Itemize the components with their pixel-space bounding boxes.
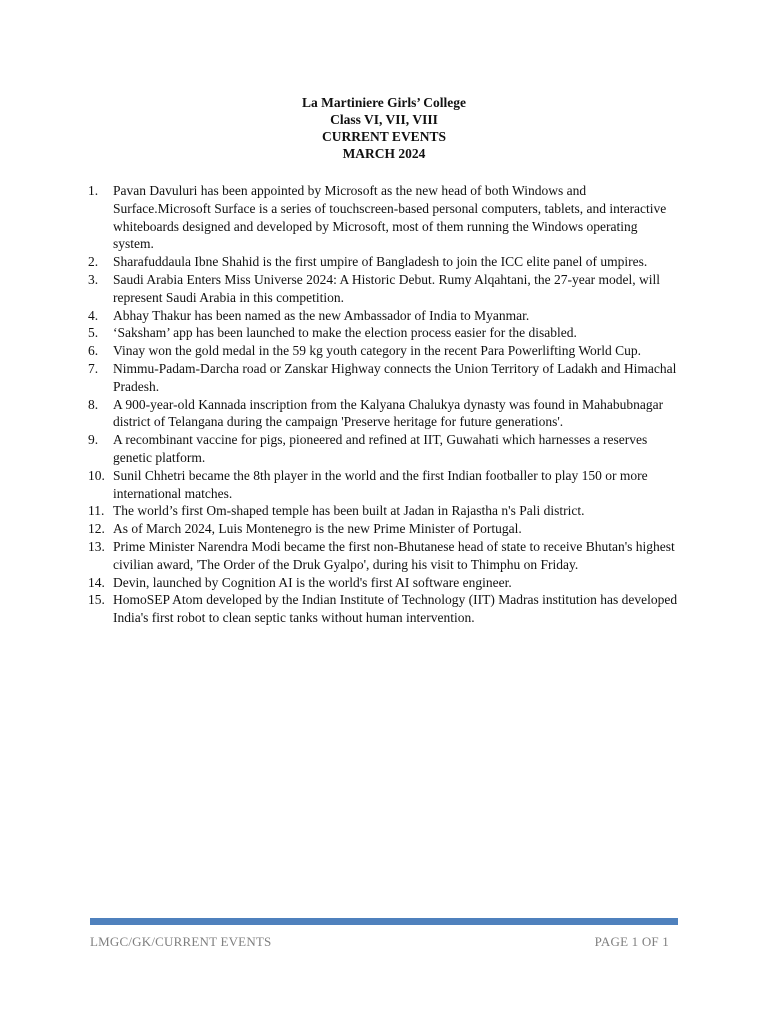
- item-number: 5.: [88, 325, 99, 341]
- list-item: [88, 431, 680, 467]
- item-text: ‘Saksham’ app has been launched to make the election process easier for the disabled.: [113, 325, 577, 341]
- item-number: 1.: [88, 183, 99, 198]
- item-text: Devin, launched by Cognition AI is the world's first AI software engineer.: [113, 574, 512, 590]
- footer-divider: [90, 918, 678, 925]
- list-item: [88, 182, 680, 253]
- item-text: The world’s first Om-shaped temple has been built at Jadan in Rajastha n's Pali district.: [113, 503, 585, 519]
- item-number: 11.: [88, 503, 105, 519]
- school-name: La Martiniere Girls’ College: [301, 95, 467, 110]
- item-text: A recombinant vaccine for pigs, pioneered and refined at IIT, Guwahati which harnesses a reserves genetic platform.: [113, 432, 648, 465]
- list-item: [88, 591, 680, 627]
- item-text: Prime Minister Narendra Modi became the first non-Bhutanese head of state to receive Bhutan's highest civilian award, 'The Order of the Druk Gyalpo', during his visit to Thimphu on Friday.: [113, 538, 675, 572]
- item-text: A 900-year-old Kannada inscription from the Kalyana Chalukya dynasty was found in Mahabubnagar district of Telangana during the campaign 'Preserve heritage for future generations'.: [113, 396, 664, 430]
- item-text: Nimmu-Padam-Darcha road or Zanskar Highway connects the Union Territory of Ladakh and Himachal Pradesh.: [113, 360, 677, 394]
- document-subject: CURRENT EVENTS: [322, 129, 446, 144]
- footer-reference: LMGC/GK/CURRENT EVENTS: [90, 934, 272, 949]
- item-text: Pavan Davuluri has been appointed by Microsoft as the new head of both Windows and Surface.Microsoft Surface is a series of touchscreen-based personal computers, tablets, and interactive whiteboards designed and developed by Microsoft, most of them running the Windows operating system.: [113, 183, 667, 252]
- list-item: [88, 396, 680, 432]
- item-number: 15.: [88, 592, 105, 608]
- list-item: [88, 574, 680, 592]
- item-text: Sunil Chhetri became the 8th player in the world and the first Indian footballer to play 150 or more international matches.: [113, 467, 648, 501]
- list-item: [88, 253, 680, 271]
- document-month: MARCH 2024: [342, 146, 426, 161]
- item-number: 6.: [88, 343, 99, 359]
- list-item: [88, 520, 680, 538]
- list-item: [88, 271, 680, 307]
- item-number: 4.: [88, 307, 99, 323]
- class-list: Class VI, VII, VIII: [330, 112, 438, 127]
- item-text: HomoSEP Atom developed by the Indian Institute of Technology (IIT) Madras institution has developed India's first robot to clean septic tanks without human intervention.: [113, 592, 678, 626]
- item-number: 9.: [88, 432, 99, 448]
- list-item: [88, 467, 680, 503]
- list-item: [88, 502, 680, 520]
- item-number: 8.: [88, 396, 99, 412]
- page-number: PAGE 1 OF 1: [594, 934, 669, 949]
- document-header: [0, 94, 768, 162]
- list-item: [88, 538, 680, 574]
- list-item: [88, 360, 680, 396]
- item-number: 7.: [88, 360, 99, 376]
- item-number: 13.: [88, 538, 105, 554]
- item-number: 14.: [88, 574, 105, 590]
- item-text: Sharafuddaula Ibne Shahid is the first umpire of Bangladesh to join the ICC elite panel of umpires.: [113, 254, 648, 270]
- item-text: As of March 2024, Luis Montenegro is the new Prime Minister of Portugal.: [113, 521, 522, 537]
- list-item: [88, 307, 680, 325]
- events-list: [88, 182, 680, 627]
- item-number: 10.: [88, 467, 105, 483]
- list-item: [88, 324, 680, 342]
- item-text: Abhay Thakur has been named as the new Ambassador of India to Myanmar.: [113, 307, 530, 323]
- list-item: [88, 342, 680, 360]
- item-text: Saudi Arabia Enters Miss Universe 2024: A Historic Debut. Rumy Alqahtani, the 27-year model, will represent Saudi Arabia in this competition.: [113, 271, 661, 305]
- item-number: 3.: [88, 271, 99, 287]
- item-number: 2.: [88, 254, 99, 270]
- item-number: 12.: [88, 521, 105, 537]
- item-text: Vinay won the gold medal in the 59 kg youth category in the recent Para Powerlifting World Cup.: [113, 343, 641, 359]
